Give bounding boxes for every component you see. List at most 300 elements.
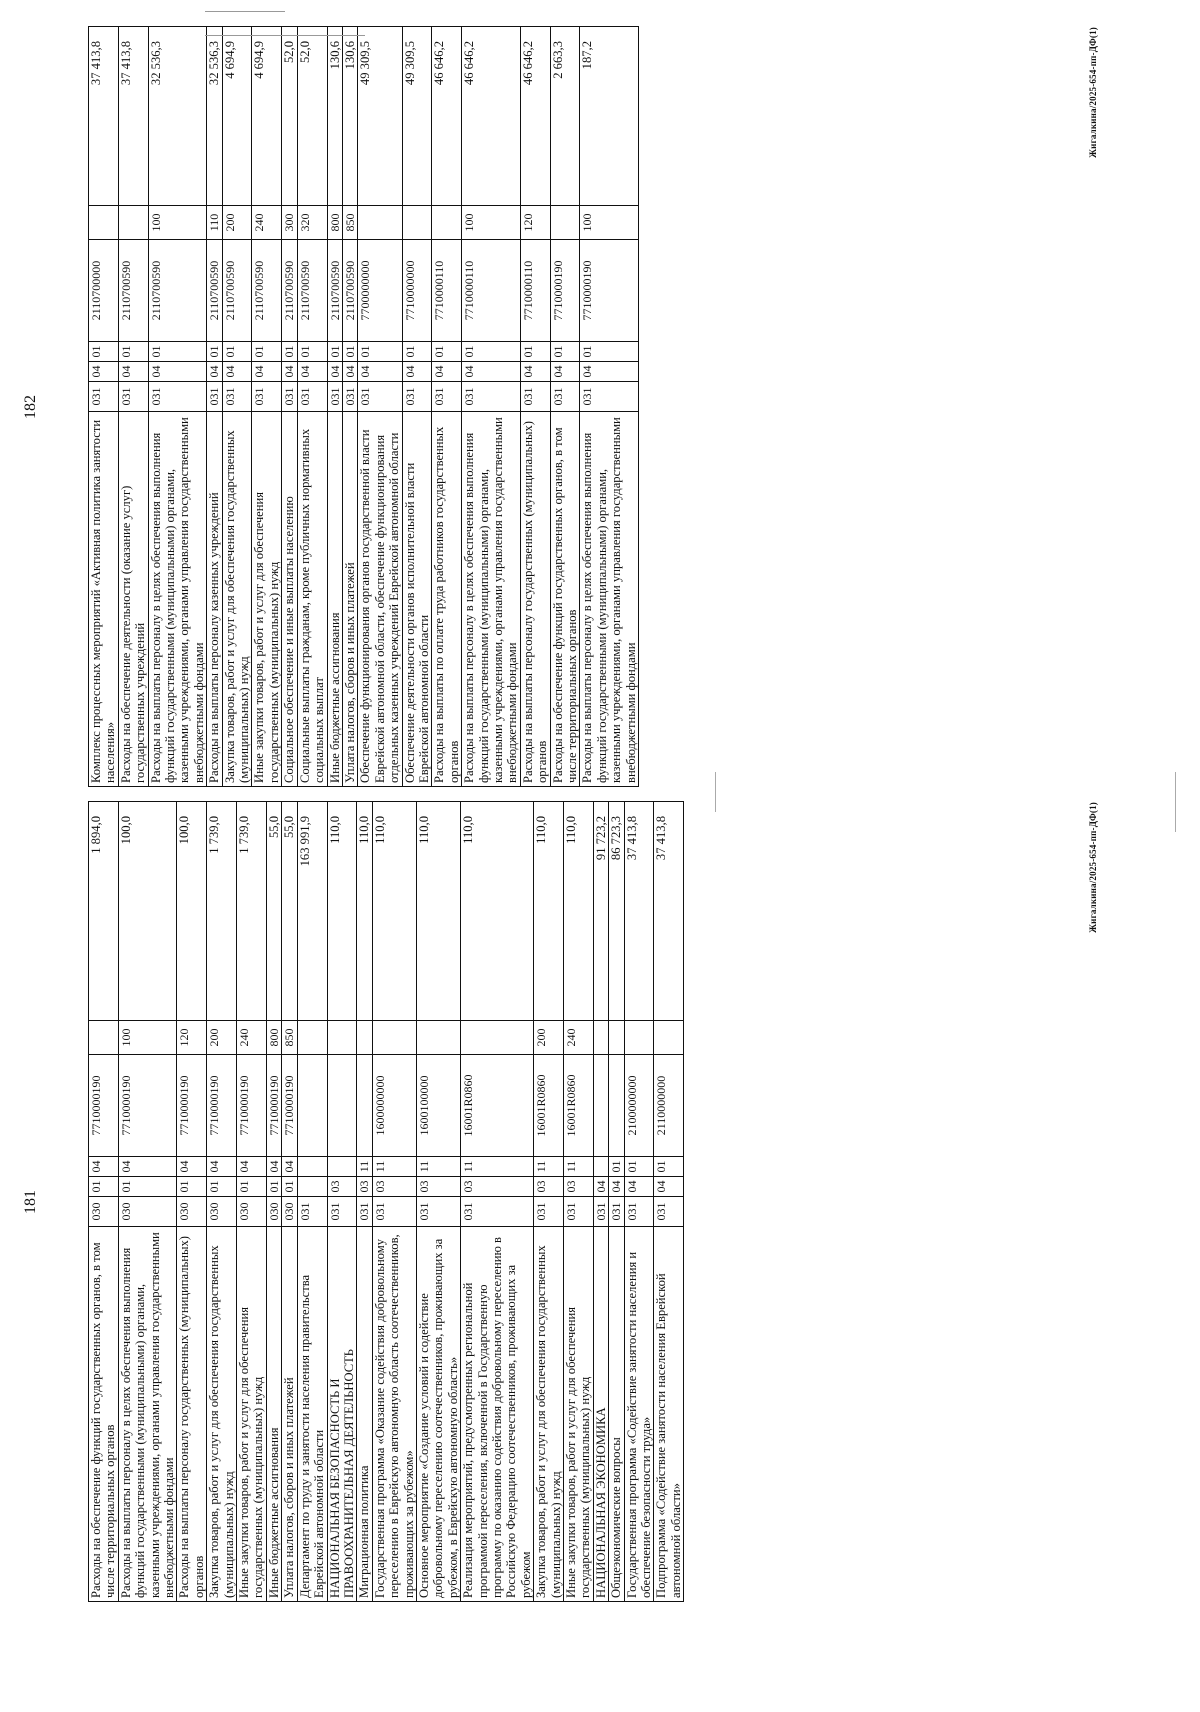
expense-type-code: 800 — [266, 1021, 281, 1055]
subsection-code: 11 — [564, 1157, 594, 1177]
amount: 32 536,3 — [148, 27, 207, 206]
ministry-code: 031 — [357, 1197, 372, 1227]
section-code: 03 — [461, 1177, 534, 1197]
expense-type-code — [402, 206, 432, 240]
scan-artifact-line — [205, 35, 365, 36]
section-code: 04 — [432, 362, 462, 382]
target-article-code: 7710000190 — [282, 1055, 297, 1157]
section-code: 01 — [89, 1177, 119, 1197]
subsection-code: 04 — [237, 1157, 267, 1177]
amount: 46 646,2 — [432, 27, 462, 206]
target-article-code: 7710000190 — [550, 240, 580, 342]
expense-type-code — [357, 1021, 372, 1055]
amount: 86 723,3 — [609, 802, 624, 1021]
row-name: Расходы на выплаты персоналу в целях обеспечения выполнения функций государственными (муниципальными) органами, казенными учреждениями, органами управления государственными внебюджетными фондами — [580, 412, 639, 787]
section-code: 04 — [580, 362, 639, 382]
subsection-code: 01 — [118, 342, 148, 362]
section-code: 04 — [342, 362, 357, 382]
amount: 52,0 — [282, 27, 297, 206]
table-row — [432, 27, 462, 787]
section-code: 04 — [297, 362, 327, 382]
table-row — [177, 802, 207, 1602]
row-name: Иные закупки товаров, работ и услуг для обеспечения государственных (муниципальных) нужд — [564, 1227, 594, 1602]
table-row — [564, 802, 594, 1602]
row-name: Департамент по труду и занятости населения правительства Еврейской автономной области — [297, 1227, 327, 1602]
ministry-code: 031 — [358, 382, 402, 412]
ministry-code: 030 — [177, 1197, 207, 1227]
table-row — [282, 27, 297, 787]
amount: 110,0 — [327, 802, 357, 1021]
expense-type-code: 200 — [222, 206, 252, 240]
target-article-code: 7710000190 — [118, 1055, 177, 1157]
table-row — [327, 27, 342, 787]
amount: 55,0 — [266, 802, 281, 1021]
row-name: Социальное обеспечение и иные выплаты населению — [282, 412, 297, 787]
subsection-code: 01 — [402, 342, 432, 362]
ministry-code: 030 — [282, 1197, 297, 1227]
target-article-code — [609, 1055, 624, 1157]
expense-type-code — [624, 1021, 654, 1055]
table-row — [89, 27, 119, 787]
section-code: 04 — [222, 362, 252, 382]
subsection-code: 01 — [148, 342, 207, 362]
target-article-code: 7710000110 — [520, 240, 550, 342]
section-code: 04 — [609, 1177, 624, 1197]
table-row — [207, 27, 222, 787]
expense-type-code — [416, 1021, 460, 1055]
expense-type-code — [297, 1021, 327, 1055]
amount: 46 646,2 — [520, 27, 550, 206]
subsection-code: 01 — [609, 1157, 624, 1177]
target-article-code: 2110700000 — [89, 240, 119, 342]
row-name: Расходы на выплаты по оплате труда работников государственных органов — [432, 412, 462, 787]
subsection-code: 04 — [282, 1157, 297, 1177]
target-article-code: 2110700590 — [222, 240, 252, 342]
amount: 52,0 — [297, 27, 327, 206]
section-code: 03 — [372, 1177, 416, 1197]
section-code: 04 — [148, 362, 207, 382]
ministry-code: 031 — [593, 1197, 608, 1227]
ministry-code: 031 — [534, 1197, 564, 1227]
row-name: Закупка товаров, работ и услуг для обеспечения государственных (муниципальных) нужд — [207, 1227, 237, 1602]
ministry-code: 030 — [266, 1197, 281, 1227]
target-article-code: 2110000000 — [654, 1055, 684, 1157]
section-code: 04 — [402, 362, 432, 382]
ministry-code: 031 — [297, 1197, 327, 1227]
table-row — [520, 27, 550, 787]
page-181 — [22, 802, 1098, 1602]
amount: 130,6 — [327, 27, 342, 206]
section-code: 03 — [564, 1177, 594, 1197]
target-article-code: 2110700590 — [342, 240, 357, 342]
row-name: Уплата налогов, сборов и иных платежей — [282, 1227, 297, 1602]
expense-type-code — [372, 1021, 416, 1055]
amount: 187,2 — [580, 27, 639, 206]
table-row — [654, 802, 684, 1602]
expense-type-code — [89, 1021, 119, 1055]
expense-type-code: 100 — [462, 206, 521, 240]
subsection-code: 11 — [357, 1157, 372, 1177]
target-article-code: 1600000000 — [372, 1055, 416, 1157]
table-row — [593, 802, 608, 1602]
amount: 110,0 — [564, 802, 594, 1021]
row-name: НАЦИОНАЛЬНАЯ ЭКОНОМИКА — [593, 1227, 608, 1602]
row-name: Иные бюджетные ассигнования — [327, 412, 342, 787]
amount: 1 739,0 — [237, 802, 267, 1021]
document-footer: Жигалкина/2025-654-пп-ДФ(1) — [1088, 802, 1098, 933]
row-name: Иные бюджетные ассигнования — [266, 1227, 281, 1602]
expense-type-code: 800 — [327, 206, 342, 240]
expense-type-code: 240 — [237, 1021, 267, 1055]
expense-type-code: 240 — [252, 206, 282, 240]
subsection-code: 01 — [462, 342, 521, 362]
amount: 37 413,8 — [118, 27, 148, 206]
table-row — [462, 27, 521, 787]
ministry-code: 030 — [118, 1197, 177, 1227]
subsection-code: 01 — [342, 342, 357, 362]
table-row — [222, 27, 252, 787]
section-code: 04 — [89, 362, 119, 382]
amount: 110,0 — [416, 802, 460, 1021]
amount: 110,0 — [534, 802, 564, 1021]
row-name: Обеспечение функционирования органов государственной власти Еврейской автономной области, обеспечение функционирования отдельных казенных учреждений Еврейской автономной области — [358, 412, 402, 787]
ministry-code: 031 — [550, 382, 580, 412]
expense-type-code: 850 — [282, 1021, 297, 1055]
table-row — [358, 27, 402, 787]
target-article-code: 2110700590 — [327, 240, 342, 342]
page-number: 182 — [22, 395, 39, 419]
page-number: 181 — [22, 1190, 39, 1214]
amount: 91 723,2 — [593, 802, 608, 1021]
table-row — [297, 802, 327, 1602]
row-name: Уплата налогов, сборов и иных платежей — [342, 412, 357, 787]
subsection-code: 01 — [327, 342, 342, 362]
scan-artifact-line — [715, 772, 716, 812]
ministry-code: 031 — [609, 1197, 624, 1227]
target-article-code: 2110700590 — [118, 240, 148, 342]
section-code: 03 — [416, 1177, 460, 1197]
target-article-code: 7710000190 — [89, 1055, 119, 1157]
subsection-code: 01 — [89, 342, 119, 362]
expense-type-code — [358, 206, 402, 240]
table-row — [266, 802, 281, 1602]
ministry-code: 031 — [222, 382, 252, 412]
expense-type-code: 200 — [207, 1021, 237, 1055]
row-name: Основное мероприятие «Создание условий и содействие добровольному переселению соотечественников, проживающих за рубежом, в Еврейскую автономную область» — [416, 1227, 460, 1602]
amount: 37 413,8 — [654, 802, 684, 1021]
section-code — [297, 1177, 327, 1197]
section-code: 04 — [550, 362, 580, 382]
expense-type-code: 120 — [520, 206, 550, 240]
row-name: Расходы на выплаты персоналу в целях обеспечения выполнения функций государственными (муниципальными) органами, казенными учреждениями, органами управления государственными внебюджетными фондами — [148, 412, 207, 787]
subsection-code: 04 — [207, 1157, 237, 1177]
amount: 2 663,3 — [550, 27, 580, 206]
expense-type-code: 300 — [282, 206, 297, 240]
subsection-code: 11 — [416, 1157, 460, 1177]
target-article-code: 7700000000 — [358, 240, 402, 342]
expense-type-code — [327, 1021, 357, 1055]
ministry-code: 031 — [402, 382, 432, 412]
subsection-code: 01 — [550, 342, 580, 362]
target-article-code: 7710000000 — [402, 240, 432, 342]
amount: 4 694,9 — [252, 27, 282, 206]
ministry-code: 031 — [327, 382, 342, 412]
amount: 32 536,3 — [207, 27, 222, 206]
ministry-code: 031 — [327, 1197, 357, 1227]
ministry-code: 031 — [580, 382, 639, 412]
subsection-code: 01 — [282, 342, 297, 362]
expense-type-code — [654, 1021, 684, 1055]
row-name: Расходы на обеспечение деятельности (оказание услуг) государственных учреждений — [118, 412, 148, 787]
amount: 110,0 — [372, 802, 416, 1021]
table-row — [89, 802, 119, 1602]
target-article-code: 16001R0860 — [564, 1055, 594, 1157]
row-name: Государственная программа «Содействие занятости населения и обеспечение безопасности труда» — [624, 1227, 654, 1602]
section-code: 04 — [327, 362, 342, 382]
row-name: Социальные выплаты гражданам, кроме публичных нормативных социальных выплат — [297, 412, 327, 787]
target-article-code: 16001R0860 — [461, 1055, 534, 1157]
target-article-code: 7710000190 — [580, 240, 639, 342]
amount: 49 309,5 — [402, 27, 432, 206]
table-row — [297, 27, 327, 787]
subsection-code: 11 — [372, 1157, 416, 1177]
table-row — [118, 802, 177, 1602]
row-name: Обеспечение деятельности органов исполнительной власти Еврейской автономной области — [402, 412, 432, 787]
section-code: 01 — [266, 1177, 281, 1197]
subsection-code — [297, 1157, 327, 1177]
expense-type-code: 850 — [342, 206, 357, 240]
section-code: 04 — [593, 1177, 608, 1197]
subsection-code: 11 — [534, 1157, 564, 1177]
table-row — [237, 802, 267, 1602]
row-name: Расходы на обеспечение функций государственных органов, в том числе территориальных органов — [89, 1227, 119, 1602]
amount: 46 646,2 — [462, 27, 521, 206]
row-name: Иные закупки товаров, работ и услуг для обеспечения государственных (муниципальных) нужд — [237, 1227, 267, 1602]
page-182 — [22, 27, 1098, 787]
subsection-code: 01 — [580, 342, 639, 362]
target-article-code: 2110700590 — [252, 240, 282, 342]
row-name: Комплекс процессных мероприятий «Активная политика занятости населения» — [89, 412, 119, 787]
row-name: Расходы на обеспечение функций государственных органов, в том числе территориальных органов — [550, 412, 580, 787]
table-row — [402, 27, 432, 787]
subsection-code: 01 — [520, 342, 550, 362]
table-row — [534, 802, 564, 1602]
row-name: Расходы на выплаты персоналу государственных (муниципальных) органов — [520, 412, 550, 787]
row-name: Расходы на выплаты персоналу казенных учреждений — [207, 412, 222, 787]
budget-table — [88, 801, 684, 1602]
table-row — [148, 27, 207, 787]
table-row — [461, 802, 534, 1602]
section-code: 01 — [118, 1177, 177, 1197]
row-name: Общеэкономические вопросы — [609, 1227, 624, 1602]
table-row — [609, 802, 624, 1602]
target-article-code: 7710000110 — [432, 240, 462, 342]
target-article-code — [327, 1055, 357, 1157]
section-code: 04 — [252, 362, 282, 382]
subsection-code: 01 — [624, 1157, 654, 1177]
table-row — [624, 802, 654, 1602]
section-code: 01 — [282, 1177, 297, 1197]
table-row — [252, 27, 282, 787]
table-row — [416, 802, 460, 1602]
expense-type-code: 200 — [534, 1021, 564, 1055]
target-article-code: 2110700590 — [148, 240, 207, 342]
subsection-code — [327, 1157, 357, 1177]
amount: 1 894,0 — [89, 802, 119, 1021]
ministry-code: 031 — [564, 1197, 594, 1227]
scan-artifact-line — [1175, 772, 1176, 832]
section-code: 04 — [654, 1177, 684, 1197]
section-code: 01 — [177, 1177, 207, 1197]
ministry-code: 030 — [237, 1197, 267, 1227]
subsection-code: 04 — [266, 1157, 281, 1177]
ministry-code: 031 — [297, 382, 327, 412]
amount: 4 694,9 — [222, 27, 252, 206]
row-name: НАЦИОНАЛЬНАЯ БЕЗОПАСНОСТЬ И ПРАВООХРАНИТЕЛЬНАЯ ДЕЯТЕЛЬНОСТЬ — [327, 1227, 357, 1602]
ministry-code: 031 — [372, 1197, 416, 1227]
subsection-code: 11 — [461, 1157, 534, 1177]
ministry-code: 031 — [654, 1197, 684, 1227]
target-article-code: 1600100000 — [416, 1055, 460, 1157]
target-article-code: 2100000000 — [624, 1055, 654, 1157]
budget-table — [88, 26, 639, 787]
amount: 49 309,5 — [358, 27, 402, 206]
section-code: 04 — [207, 362, 222, 382]
table-row — [372, 802, 416, 1602]
expense-type-code — [461, 1021, 534, 1055]
target-article-code: 7710000190 — [207, 1055, 237, 1157]
target-article-code: 7710000110 — [462, 240, 521, 342]
section-code: 03 — [357, 1177, 372, 1197]
row-name: Расходы на выплаты персоналу государственных (муниципальных) органов — [177, 1227, 207, 1602]
subsection-code: 01 — [252, 342, 282, 362]
target-article-code: 7710000190 — [237, 1055, 267, 1157]
target-article-code: 7710000190 — [266, 1055, 281, 1157]
ministry-code: 031 — [432, 382, 462, 412]
expense-type-code — [593, 1021, 608, 1055]
amount: 110,0 — [357, 802, 372, 1021]
ministry-code: 031 — [118, 382, 148, 412]
target-article-code — [297, 1055, 327, 1157]
row-name: Закупка товаров, работ и услуг для обеспечения государственных (муниципальных) нужд — [222, 412, 252, 787]
expense-type-code — [550, 206, 580, 240]
row-name: Подпрограмма «Содействие занятости населения Еврейской автономной области» — [654, 1227, 684, 1602]
section-code: 04 — [282, 362, 297, 382]
amount: 37 413,8 — [89, 27, 119, 206]
amount: 130,6 — [342, 27, 357, 206]
subsection-code: 01 — [432, 342, 462, 362]
ministry-code: 031 — [207, 382, 222, 412]
expense-type-code — [432, 206, 462, 240]
subsection-code: 04 — [89, 1157, 119, 1177]
section-code: 03 — [534, 1177, 564, 1197]
ministry-code: 030 — [89, 1197, 119, 1227]
target-article-code: 2110700590 — [207, 240, 222, 342]
amount: 100,0 — [118, 802, 177, 1021]
expense-type-code: 100 — [580, 206, 639, 240]
section-code: 03 — [327, 1177, 357, 1197]
section-code: 04 — [520, 362, 550, 382]
subsection-code: 01 — [358, 342, 402, 362]
ministry-code: 031 — [282, 382, 297, 412]
table-row — [342, 27, 357, 787]
ministry-code: 031 — [520, 382, 550, 412]
target-article-code: 16001R0860 — [534, 1055, 564, 1157]
section-code: 04 — [358, 362, 402, 382]
table-row — [327, 802, 357, 1602]
table-row — [282, 802, 297, 1602]
subsection-code: 01 — [222, 342, 252, 362]
target-article-code: 7710000190 — [177, 1055, 207, 1157]
table-row — [580, 27, 639, 787]
scan-artifact-line — [205, 11, 285, 12]
ministry-code: 031 — [252, 382, 282, 412]
document-footer: Жигалкина/2025-654-пп-ДФ(1) — [1088, 27, 1098, 158]
table-row — [207, 802, 237, 1602]
row-name: Закупка товаров, работ и услуг для обеспечения государственных (муниципальных) нужд — [534, 1227, 564, 1602]
row-name: Расходы на выплаты персоналу в целях обеспечения выполнения функций государственными (муниципальными) органами, казенными учреждениями, органами управления государственными внебюджетными фондами — [118, 1227, 177, 1602]
expense-type-code — [118, 206, 148, 240]
section-code: 04 — [118, 362, 148, 382]
row-name: Реализация мероприятий, предусмотренных региональной программой переселения, включенной в Государственную программу по оказанию содействия добровольному переселению в Российскую Федерацию соотечественников, проживающих за рубежом — [461, 1227, 534, 1602]
target-article-code — [357, 1055, 372, 1157]
section-code: 04 — [462, 362, 521, 382]
expense-type-code: 100 — [118, 1021, 177, 1055]
expense-type-code: 320 — [297, 206, 327, 240]
ministry-code: 031 — [148, 382, 207, 412]
row-name: Государственная программа «Оказание содействия добровольному переселению в Еврейскую автономную область соотечественников, проживающих за рубежом» — [372, 1227, 416, 1602]
subsection-code: 01 — [297, 342, 327, 362]
amount: 1 739,0 — [207, 802, 237, 1021]
amount: 163 991,9 — [297, 802, 327, 1021]
ministry-code: 031 — [89, 382, 119, 412]
row-name: Расходы на выплаты персоналу в целях обеспечения выполнения функций государственными (муниципальными) органами, казенными учреждениями, органами управления государственными внебюджетными фондами — [462, 412, 521, 787]
row-name: Иные закупки товаров, работ и услуг для обеспечения государственных (муниципальных) нужд — [252, 412, 282, 787]
table-row — [357, 802, 372, 1602]
ministry-code: 031 — [416, 1197, 460, 1227]
subsection-code: 01 — [654, 1157, 684, 1177]
subsection-code — [593, 1157, 608, 1177]
table-row — [118, 27, 148, 787]
expense-type-code: 110 — [207, 206, 222, 240]
ministry-code: 031 — [461, 1197, 534, 1227]
expense-type-code — [89, 206, 119, 240]
ministry-code: 031 — [624, 1197, 654, 1227]
expense-type-code: 120 — [177, 1021, 207, 1055]
target-article-code: 2110700590 — [282, 240, 297, 342]
subsection-code: 04 — [118, 1157, 177, 1177]
ministry-code: 030 — [207, 1197, 237, 1227]
row-name: Миграционная политика — [357, 1227, 372, 1602]
amount: 55,0 — [282, 802, 297, 1021]
table-row — [550, 27, 580, 787]
target-article-code — [593, 1055, 608, 1157]
section-code: 04 — [624, 1177, 654, 1197]
expense-type-code — [609, 1021, 624, 1055]
expense-type-code: 240 — [564, 1021, 594, 1055]
ministry-code: 031 — [462, 382, 521, 412]
target-article-code: 2110700590 — [297, 240, 327, 342]
amount: 37 413,8 — [624, 802, 654, 1021]
section-code: 01 — [237, 1177, 267, 1197]
section-code: 01 — [207, 1177, 237, 1197]
expense-type-code: 100 — [148, 206, 207, 240]
amount: 100,0 — [177, 802, 207, 1021]
amount: 110,0 — [461, 802, 534, 1021]
subsection-code: 04 — [177, 1157, 207, 1177]
ministry-code: 031 — [342, 382, 357, 412]
subsection-code: 01 — [207, 342, 222, 362]
